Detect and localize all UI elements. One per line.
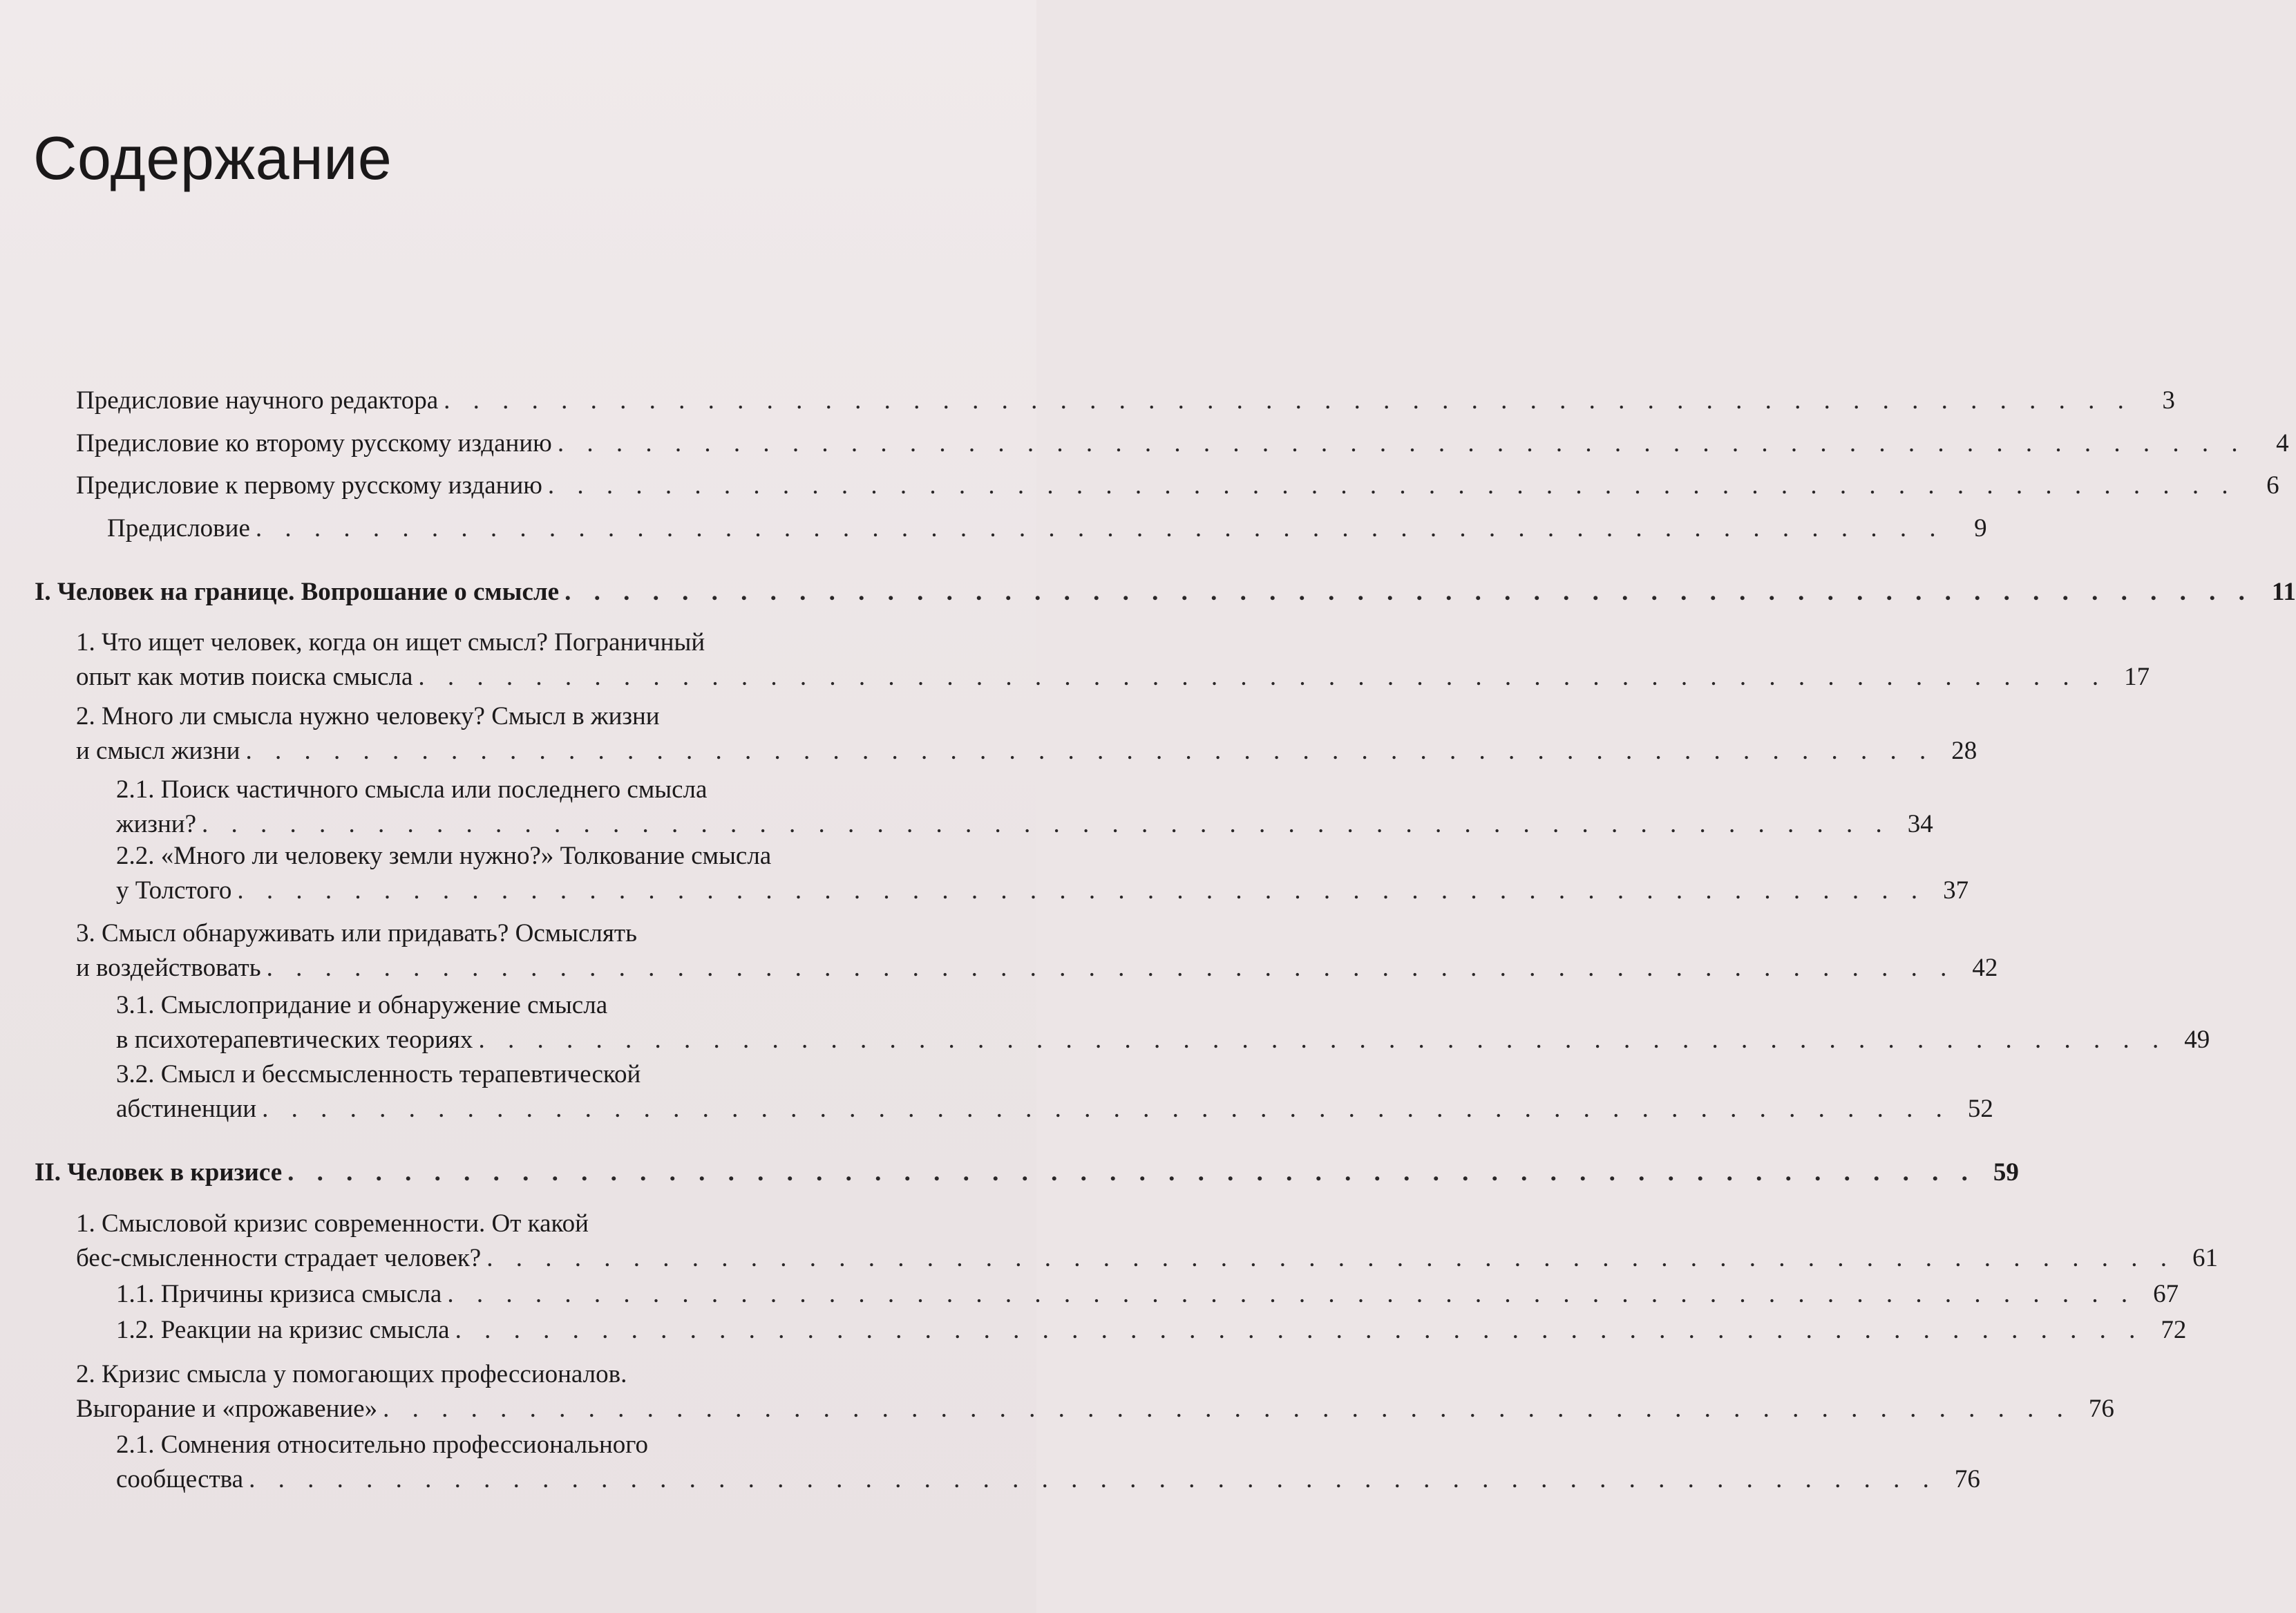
toc-part-heading — [35, 575, 2296, 610]
leader-dots: . . . . . . . . . . . . . . . . . . . . . . . . . . . . . . . . . . . . . . . . . . . . . . . . . . . . . . . . . . — [486, 1244, 2175, 1272]
leader-dots: . . . . . . . . . . . . . . . . . . . . . . . . . . . . . . . . . . . . . . . . . . . . . . . . . . . . . . . . . . — [249, 1465, 1937, 1493]
leader-dots: . . . . . . . . . . . . . . . . . . . . . . . . . . . . . . . . . . . . . . . . . . . . . . . . . . . . . . . . . . — [564, 578, 2253, 606]
toc-entry-title: 3.2. Смысл и бессмысленность терапевтической — [116, 1060, 641, 1088]
toc-entry-title: 2.2. «Много ли человеку земли нужно?» Толкование смысла — [116, 842, 772, 870]
toc-entry-title-cont: Выгорание и «прожавение» — [76, 1395, 378, 1423]
page-number: 76 — [1954, 1465, 1980, 1493]
page-number: 52 — [1967, 1095, 1993, 1123]
leader-dots: . . . . . . . . . . . . . . . . . . . . . . . . . . . . . . . . . . . . . . . . . . . . . . . . . . . . . . . . . . — [447, 1280, 2136, 1308]
toc-entry-title-cont: жизни? — [116, 810, 197, 838]
leader-dots: . . . . . . . . . . . . . . . . . . . . . . . . . . . . . . . . . . . . . . . . . . . . . . . . . . . . . . . . . . — [383, 1395, 2071, 1423]
toc-entry-title: I. Человек на границе. Вопрошание о смысле — [35, 578, 560, 606]
page-number: 4 — [2276, 429, 2289, 458]
toc-entry-title: Предисловие научного редактора — [76, 386, 439, 415]
toc-entry — [76, 699, 1977, 768]
page-number: 34 — [1907, 810, 1933, 838]
toc-entry — [76, 384, 2175, 418]
toc-entry — [76, 469, 2279, 503]
page-number: 67 — [2153, 1280, 2179, 1308]
page-number: 9 — [1974, 514, 1987, 543]
toc-entry — [107, 511, 1987, 546]
page-number: 72 — [2161, 1316, 2187, 1344]
toc-entry — [76, 1357, 2114, 1426]
page-number: 37 — [1943, 876, 1969, 905]
toc-entry-title-cont: абстиненции — [116, 1095, 257, 1123]
leader-dots: . . . . . . . . . . . . . . . . . . . . . . . . . . . . . . . . . . . . . . . . . . . . . . . . . . . . . . . . . . — [547, 471, 2237, 500]
page-number: 11 — [2271, 578, 2296, 606]
toc-entry-title: 2.1. Поиск частичного смысла или последнего смысла — [116, 775, 708, 804]
toc-entry-title-cont: и смысл жизни — [76, 737, 240, 765]
toc-entry-title: 3.1. Смыслопридание и обнаружение смысла — [116, 991, 608, 1019]
toc-entry-title: Предисловие — [107, 514, 250, 543]
leader-dots: . . . . . . . . . . . . . . . . . . . . . . . . . . . . . . . . . . . . . . . . . . . . . . . . . . . . . . . . . . — [478, 1026, 2167, 1054]
toc-entry — [76, 1207, 2218, 1276]
toc-entry-title: Предисловие ко второму русскому изданию — [76, 429, 552, 458]
toc-entry — [76, 625, 2150, 695]
toc-entry-title: 2. Кризис смысла у помогающих профессионалов. — [76, 1360, 627, 1388]
leader-dots: . . . . . . . . . . . . . . . . . . . . . . . . . . . . . . . . . . . . . . . . . . . . . . . . . . . . . . . . . . — [202, 810, 1890, 838]
page-number: 3 — [2162, 386, 2175, 415]
page-number: 59 — [1993, 1158, 2019, 1187]
toc-entry — [116, 1313, 2187, 1348]
toc-entry-title: 3. Смысл обнаруживать или придавать? Осмыслять — [76, 919, 637, 947]
toc-entry-title: 2. Много ли смысла нужно человеку? Смысл в жизни — [76, 702, 660, 730]
toc-entry — [116, 1277, 2179, 1312]
page-number: 42 — [1972, 954, 1998, 982]
page-number: 49 — [2184, 1026, 2210, 1054]
leader-dots: . . . . . . . . . . . . . . . . . . . . . . . . . . . . . . . . . . . . . . . . . . . . . . . . . . . . . . . . . . — [262, 1095, 1951, 1123]
toc-part-heading — [35, 1155, 2019, 1190]
toc-entry-title: 2.1. Сомнения относительно профессионального — [116, 1431, 649, 1459]
toc-entry — [116, 1057, 1993, 1126]
leader-dots: . . . . . . . . . . . . . . . . . . . . . . . . . . . . . . . . . . . . . . . . . . . . . . . . . . . . . . . . . . — [255, 514, 1944, 543]
toc-entry — [116, 773, 1933, 842]
leader-dots: . . . . . . . . . . . . . . . . . . . . . . . . . . . . . . . . . . . . . . . . . . . . . . . . . . . . . . . . . . — [245, 737, 1935, 765]
toc-entry-title: Предисловие к первому русскому изданию — [76, 471, 542, 500]
toc-entry-title-cont: у Толстого — [116, 876, 232, 905]
toc-entry-title: 1.2. Реакции на кризис смысла — [116, 1316, 450, 1344]
toc-entry-title-cont: сообщества — [116, 1465, 244, 1493]
page-number: 17 — [2124, 663, 2150, 691]
toc-entry-title: 1.1. Причины кризиса смысла — [116, 1280, 442, 1308]
leader-dots: . . . . . . . . . . . . . . . . . . . . . . . . . . . . . . . . . . . . . . . . . . . . . . . . . . . . . . . . . . — [287, 1158, 1976, 1187]
toc-entry-title-cont: бес-смысленности страдает человек? — [76, 1244, 482, 1272]
leader-dots: . . . . . . . . . . . . . . . . . . . . . . . . . . . . . . . . . . . . . . . . . . . . . . . . . . . . . . . . . . — [557, 429, 2246, 458]
page-number: 76 — [2088, 1395, 2114, 1423]
toc-entry — [116, 988, 2210, 1057]
toc-entry-title: II. Человек в кризисе — [35, 1158, 283, 1187]
leader-dots: . . . . . . . . . . . . . . . . . . . . . . . . . . . . . . . . . . . . . . . . . . . . . . . . . . . . . . . . . . — [266, 954, 1955, 982]
toc-entry — [116, 1428, 1980, 1497]
leader-dots: . . . . . . . . . . . . . . . . . . . . . . . . . . . . . . . . . . . . . . . . . . . . . . . . . . . . . . . . . . — [418, 663, 2107, 691]
toc-entry — [76, 426, 2289, 461]
leader-dots: . . . . . . . . . . . . . . . . . . . . . . . . . . . . . . . . . . . . . . . . . . . . . . . . . . . . . . . . . . — [444, 386, 2132, 415]
page-number: 6 — [2266, 471, 2279, 500]
toc-entry-title-cont: в психотерапевтических теориях — [116, 1026, 473, 1054]
toc-entry-title-cont: опыт как мотив поиска смысла — [76, 663, 413, 691]
toc-entry — [76, 916, 1998, 985]
page-number: 28 — [1951, 737, 1977, 765]
toc-entry — [116, 839, 1969, 908]
toc-entry-title: 1. Что ищет человек, когда он ищет смысл? Пограничный — [76, 628, 705, 657]
toc-entry-title: 1. Смысловой кризис современности. От какой — [76, 1209, 589, 1238]
leader-dots: . . . . . . . . . . . . . . . . . . . . . . . . . . . . . . . . . . . . . . . . . . . . . . . . . . . . . . . . . . — [455, 1316, 2144, 1344]
page-number: 61 — [2192, 1244, 2218, 1272]
page-title: Содержание — [33, 124, 392, 192]
leader-dots: . . . . . . . . . . . . . . . . . . . . . . . . . . . . . . . . . . . . . . . . . . . . . . . . . . . . . . . . . . — [237, 876, 1926, 905]
toc-entry-title-cont: и воздействовать — [76, 954, 261, 982]
